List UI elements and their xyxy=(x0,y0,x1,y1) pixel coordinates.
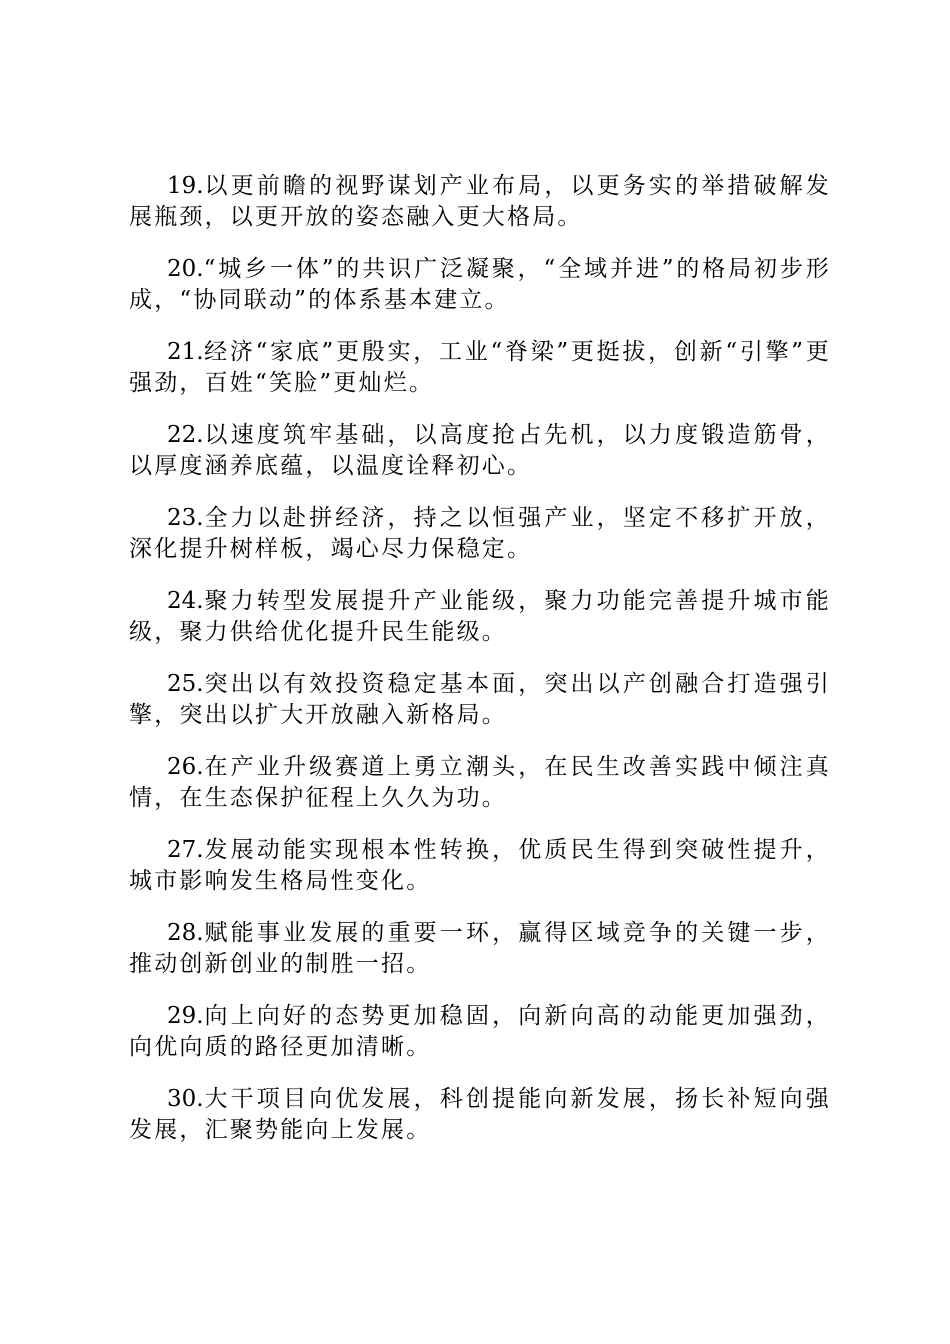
list-item xyxy=(129,254,831,316)
item-text: 以更前瞻的视野谋划产业布局，以更务实的举措破解发展瓶颈，以更开放的姿态融入更大格局。 xyxy=(129,173,831,230)
item-number: 23. xyxy=(167,505,204,531)
list-item xyxy=(129,1001,831,1063)
item-number: 27. xyxy=(167,837,204,863)
item-text: “城乡一体”的共识广泛凝聚，“全域并进”的格局初步形成，“协同联动”的体系基本建立。 xyxy=(129,256,831,313)
list-item xyxy=(129,503,831,565)
list-item xyxy=(129,1084,831,1146)
item-number: 28. xyxy=(167,920,204,946)
item-number: 25. xyxy=(167,671,204,697)
list-item xyxy=(129,171,831,233)
item-number: 30. xyxy=(167,1086,204,1112)
list-item xyxy=(129,669,831,731)
item-number: 19. xyxy=(167,173,204,199)
list-item xyxy=(129,918,831,980)
item-text: 向上向好的态势更加稳固，向新向高的动能更加强劲，向优向质的路径更加清晰。 xyxy=(129,1003,831,1060)
item-number: 21. xyxy=(167,339,204,365)
item-number: 26. xyxy=(167,754,204,780)
item-text: 突出以有效投资稳定基本面，突出以产创融合打造强引擎，突出以扩大开放融入新格局。 xyxy=(129,671,831,728)
item-text: 发展动能实现根本性转换，优质民生得到突破性提升，城市影响发生格局性变化。 xyxy=(129,837,831,894)
item-text: 大干项目向优发展，科创提能向新发展，扬长补短向强发展，汇聚势能向上发展。 xyxy=(129,1086,831,1143)
item-text: 聚力转型发展提升产业能级，聚力功能完善提升城市能级，聚力供给优化提升民生能级。 xyxy=(129,588,831,645)
item-number: 20. xyxy=(167,256,204,282)
document-body xyxy=(129,171,831,1167)
item-text: 全力以赴拼经济，持之以恒强产业，坚定不移扩开放，深化提升树样板，竭心尽力保稳定。 xyxy=(129,505,831,562)
item-number: 29. xyxy=(167,1003,204,1029)
list-item xyxy=(129,835,831,897)
item-text: 以速度筑牢基础，以高度抢占先机，以力度锻造筋骨，以厚度涵养底蕴，以温度诠释初心。 xyxy=(129,422,831,479)
item-text: 赋能事业发展的重要一环，赢得区域竞争的关键一步，推动创新创业的制胜一招。 xyxy=(129,920,831,977)
item-text: 经济“家底”更殷实，工业“脊梁”更挺拔，创新“引擎”更强劲，百姓“笑脸”更灿烂。 xyxy=(129,339,831,396)
item-text: 在产业升级赛道上勇立潮头，在民生改善实践中倾注真情，在生态保护征程上久久为功。 xyxy=(129,754,831,811)
list-item xyxy=(129,586,831,648)
list-item xyxy=(129,337,831,399)
item-number: 22. xyxy=(167,422,204,448)
list-item xyxy=(129,420,831,482)
list-item xyxy=(129,752,831,814)
item-number: 24. xyxy=(167,588,204,614)
